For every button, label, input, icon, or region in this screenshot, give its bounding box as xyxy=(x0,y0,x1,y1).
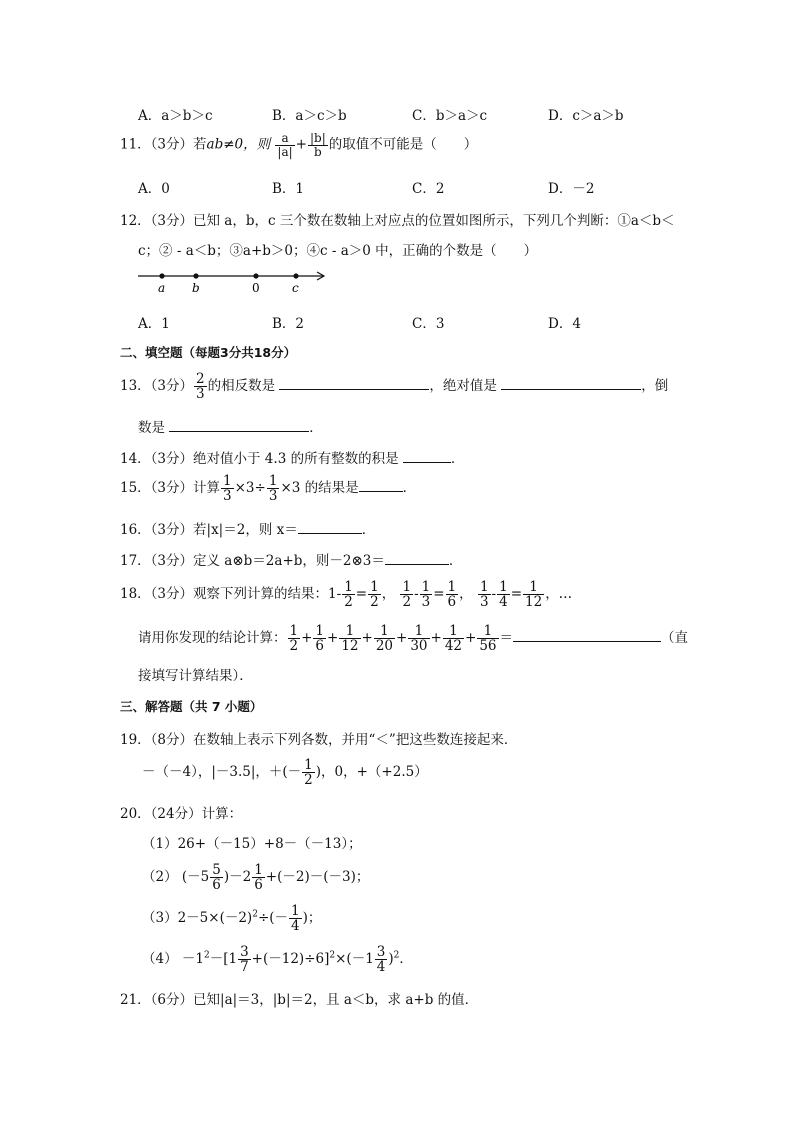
q18-sum-frac-den: 56 xyxy=(479,638,497,655)
q18-eq1-frac-b xyxy=(342,580,355,609)
q18-sum-plus: + xyxy=(430,630,442,647)
q18-eq3-rn: 1 xyxy=(523,580,544,595)
q20-p2-c: +(－2)－(－3)； xyxy=(265,869,370,886)
q10-option-c: C．b＞a＞c xyxy=(412,108,488,124)
q13-frac-num: 2 xyxy=(196,371,205,387)
q18-eq3-frac-b xyxy=(497,580,510,609)
q11-option-c: C．2 xyxy=(412,181,445,197)
q18-line2-suffix: （直 xyxy=(661,630,688,647)
q20-p4-sup2: 2 xyxy=(329,950,336,961)
q18-eq1-bd: 2 xyxy=(344,594,353,611)
q16-end: ． xyxy=(361,522,376,538)
q18-sum-frac xyxy=(443,624,464,653)
q17-blank[interactable] xyxy=(385,552,449,565)
q18-sum-plus: + xyxy=(301,630,313,647)
q11-condition: ab≠0，则 xyxy=(206,136,271,153)
q20-p4-c: +(－12)÷6] xyxy=(251,951,330,968)
q18-sum-frac-num: 1 xyxy=(443,624,464,639)
q20-p2-frac2 xyxy=(252,863,265,892)
q13-frac-den: 3 xyxy=(196,386,205,403)
q18-sum-frac-den: 2 xyxy=(289,638,299,655)
q11-frac1 xyxy=(275,132,294,158)
q20-p3-a: （3）2－5×(－2) xyxy=(142,910,253,927)
q18-eq1-bn: 1 xyxy=(344,579,353,595)
q18-line2 xyxy=(138,624,688,653)
q15-stem xyxy=(120,474,416,503)
q18-eq3-frac-a xyxy=(478,580,491,609)
q12-number-line xyxy=(138,268,338,298)
q16-stem xyxy=(120,518,375,538)
q20-p4-d1: 7 xyxy=(240,959,249,976)
q18-sum-plus: + xyxy=(396,630,408,647)
q18-eq3-ad: 3 xyxy=(479,594,489,611)
q20-p4-d2: 4 xyxy=(376,959,386,976)
q13-line1 xyxy=(120,372,668,401)
q13-end: ． xyxy=(309,420,323,436)
q18-sum-frac-num: 1 xyxy=(315,623,324,639)
q20-p4-frac2 xyxy=(375,945,388,974)
q12-option-c: C．3 xyxy=(412,316,445,332)
q18-eq2-ad: 2 xyxy=(402,594,412,611)
q17-stem xyxy=(120,549,462,569)
q20-p2-b: )－2 xyxy=(223,869,252,886)
q18-sum xyxy=(287,623,500,655)
q18-sum-frac-den: 30 xyxy=(410,638,428,655)
q20-p2-n1: 5 xyxy=(212,862,221,878)
q18-sum-frac-den: 20 xyxy=(375,638,393,655)
q20-p4-frac1 xyxy=(238,945,251,974)
q18-sum-frac-den: 6 xyxy=(315,638,324,655)
q18-eq2-bd: 3 xyxy=(421,594,431,611)
section-fill-in-title: 二、填空题（每题3分共18分） xyxy=(120,345,297,360)
q11-frac1-num: a xyxy=(275,132,294,146)
q14-stem xyxy=(120,447,464,467)
q11-stem xyxy=(120,132,477,158)
q20-p4-d: ×(－1 xyxy=(335,951,374,968)
q18-eq3-frac-r xyxy=(523,580,544,609)
q18-sum-frac-num: 1 xyxy=(374,624,395,639)
q15-prefix: 15．（3分）计算 xyxy=(120,480,221,497)
q15-frac2-num: 1 xyxy=(268,473,278,489)
q18-eq2-bn: 1 xyxy=(421,579,431,595)
q11-option-b: B．1 xyxy=(272,181,305,197)
point-c xyxy=(293,273,298,278)
q15-frac2 xyxy=(267,474,280,503)
q11-suffix: 的取值不可能是（ ） xyxy=(328,136,478,153)
q18-sum-frac xyxy=(313,624,326,653)
q20-p4-sup1: 2 xyxy=(203,950,210,961)
point-0 xyxy=(253,273,258,278)
q19-frac-den: 2 xyxy=(304,772,313,789)
q18-sum-frac xyxy=(339,624,360,653)
label-c: c xyxy=(292,281,299,295)
q18-sum-frac-num: 1 xyxy=(477,624,498,639)
q11-option-a: A．0 xyxy=(138,181,170,197)
q18-sum-plus: + xyxy=(465,630,477,647)
q15-frac1 xyxy=(221,474,234,503)
q13-number: 13．（3分） xyxy=(120,378,194,395)
q20-p3-c: )； xyxy=(302,910,322,927)
q18-eq3-an: 1 xyxy=(479,579,489,595)
q18-line3: 接填写计算结果）． xyxy=(138,668,253,684)
q14-blank[interactable] xyxy=(403,450,451,463)
q16-blank[interactable] xyxy=(298,521,362,534)
q18-eq2-rn: 1 xyxy=(447,579,457,595)
q20-p3-frac xyxy=(289,904,302,933)
q11-frac2-num: |b| xyxy=(309,131,326,145)
point-b xyxy=(193,273,198,278)
q20-p4-f: ． xyxy=(399,951,413,968)
point-a xyxy=(159,273,164,278)
q14-end: ． xyxy=(450,451,465,467)
q20-p2-d2: 6 xyxy=(254,877,263,894)
q14-text: 14．（3分）绝对值小于 4.3 的所有整数的积是 xyxy=(120,451,399,467)
q11-frac2 xyxy=(308,132,328,158)
q20-p4-b: －[1 xyxy=(209,951,238,968)
q18-eq2-frac-r xyxy=(446,580,459,609)
q13-text2: ，绝对值是 xyxy=(429,378,497,395)
q10-option-d: D．c＞a＞b xyxy=(548,108,624,124)
q18-eq1-frac-r xyxy=(368,580,381,609)
q18-eq2-an: 1 xyxy=(402,579,412,595)
q16-text: 16．（3分）若|x|＝2，则 x＝ xyxy=(120,522,298,538)
q15-frac2-den: 3 xyxy=(268,488,278,505)
q18-eq2-frac-b xyxy=(420,580,433,609)
q18-prefix: 18．（3分）观察下列计算的结果： xyxy=(120,586,329,603)
q18-blank[interactable] xyxy=(513,629,661,642)
q11-option-d: D．－2 xyxy=(548,181,595,197)
q20-p4-sup3: 2 xyxy=(393,950,400,961)
q18-sum-frac-num: 1 xyxy=(289,623,299,639)
q19-items-b: )，0，+（+2.5） xyxy=(315,764,428,781)
q18-sum-frac xyxy=(408,624,429,653)
q13-blank1[interactable] xyxy=(279,377,429,390)
q20-p2-n2: 1 xyxy=(254,862,263,878)
q13-line2 xyxy=(138,416,323,436)
q20-p4-n1: 3 xyxy=(240,944,249,960)
q13-text1: 的相反数是 xyxy=(207,378,276,395)
q13-frac xyxy=(194,372,207,401)
q18-sum-frac-num: 1 xyxy=(339,624,360,639)
q15-blank[interactable] xyxy=(359,479,403,492)
q18-ellipsis: ，… xyxy=(545,586,573,603)
q13-text3: ，倒 xyxy=(641,378,669,395)
q21-stem: 21．（6分）已知|a|＝3，|b|＝2，且 a＜b，求 a+b 的值． xyxy=(120,992,479,1008)
q20-part4 xyxy=(142,945,413,974)
q18-sum-frac-num: 1 xyxy=(408,624,429,639)
q15-suffix: ×3 的结果是 xyxy=(280,480,359,497)
q11-frac2-den: b xyxy=(314,144,322,159)
q18-eq1-a: 1 xyxy=(328,586,337,603)
q13-text4: 数是 xyxy=(138,420,165,436)
q10-option-a: A．a＞b＞c xyxy=(138,108,213,124)
q19-items xyxy=(142,758,428,787)
label-b: b xyxy=(192,281,200,295)
q17-end: ． xyxy=(448,553,463,569)
q20-p3-n: 1 xyxy=(291,903,300,919)
q20-p2-d1: 6 xyxy=(212,877,221,894)
label-a: a xyxy=(158,281,166,295)
q18-eq1-rd: 2 xyxy=(370,594,379,611)
q18-sum-frac xyxy=(374,624,395,653)
q20-p4-a: （4） －1 xyxy=(142,951,204,968)
q18-eq3-bd: 4 xyxy=(499,594,508,611)
q19-stem: 19．（8分）在数轴上表示下列各数，并用“＜”把这些数连接起来． xyxy=(120,732,518,748)
q11-number: 11．（3分）若 xyxy=(120,136,207,153)
q17-text: 17．（3分）定义 a⊗b＝2a+b，则－2⊗3＝ xyxy=(120,553,385,569)
q19-items-a: －（－4），|－3.5|，＋(－ xyxy=(142,764,302,781)
q18-sum-frac-den: 12 xyxy=(341,638,359,655)
label-0: 0 xyxy=(252,281,260,295)
q20-p3-b: ÷(－ xyxy=(257,910,289,927)
q12-line2: c；② - a＜b；③a+b＞0；④c - a＞0 中，正确的个数是（ ） xyxy=(138,243,538,259)
q20-p4-e: ) xyxy=(388,951,394,968)
q11-frac1-den: |a| xyxy=(277,144,293,159)
q20-p2-a: （2） (－5 xyxy=(142,869,210,886)
q18-eq3-bn: 1 xyxy=(499,579,508,595)
q13-blank3[interactable] xyxy=(169,419,309,432)
q18-sum-frac xyxy=(477,624,498,653)
q15-mid: ×3÷ xyxy=(234,480,266,497)
q12-option-d: D．4 xyxy=(548,316,581,332)
q18-eq2-frac-a xyxy=(400,580,413,609)
q20-p3-d: 4 xyxy=(291,918,300,935)
section-solve-title: 三、解答题（共 7 小题） xyxy=(120,699,263,714)
q15-frac1-num: 1 xyxy=(223,473,232,489)
q11-plus: + xyxy=(295,136,307,153)
q15-frac1-den: 3 xyxy=(223,488,232,505)
q12-option-a: A．1 xyxy=(138,316,170,332)
q18-line2-prefix: 请用你发现的结论计算： xyxy=(138,630,287,647)
q18-sum-frac-den: 42 xyxy=(444,638,462,655)
q20-part1: （1）26+（－15）+8－（－13）； xyxy=(142,836,362,852)
q18-eq2-rd: 6 xyxy=(447,594,457,611)
q20-part3 xyxy=(142,904,321,933)
q18-eq1-rn: 1 xyxy=(370,579,379,595)
q18-equals: ＝ xyxy=(499,630,513,647)
q18-sum-frac xyxy=(288,624,301,653)
q12-option-b: B．2 xyxy=(272,316,305,332)
q20-p4-n2: 3 xyxy=(376,944,386,960)
q13-blank2[interactable] xyxy=(501,377,641,390)
q19-frac xyxy=(302,758,315,787)
q20-part2 xyxy=(142,863,369,892)
q15-end: ． xyxy=(402,480,417,497)
q20-p3-sup: 2 xyxy=(252,909,258,920)
q18-line1: 18．（3分）观察下列计算的结果：1- $\frac{1}{2}$ = $\frac{1}{2}$ ， $\frac{1}{2}$ - $\frac{1}{3}$ = $\frac{1}{6}$ ， $\frac{1}{3}$ - $\frac{1}{4}$ = $\frac{1}{12}$ ，… xyxy=(120,579,573,611)
q20-stem: 20．（24分）计算： xyxy=(120,806,243,822)
q18-sum-plus: + xyxy=(327,630,339,647)
q18-sum-plus: + xyxy=(361,630,373,647)
q10-option-b: B．a＞c＞b xyxy=(272,108,347,124)
q12-line1: 12．（3分）已知 a，b，c 三个数在数轴上对应点的位置如图所示，下列几个判断：①a＜b＜ xyxy=(120,213,675,229)
q18-eq3-rd: 12 xyxy=(525,594,543,611)
q20-p2-frac1 xyxy=(210,863,223,892)
q19-frac-num: 1 xyxy=(304,757,313,773)
